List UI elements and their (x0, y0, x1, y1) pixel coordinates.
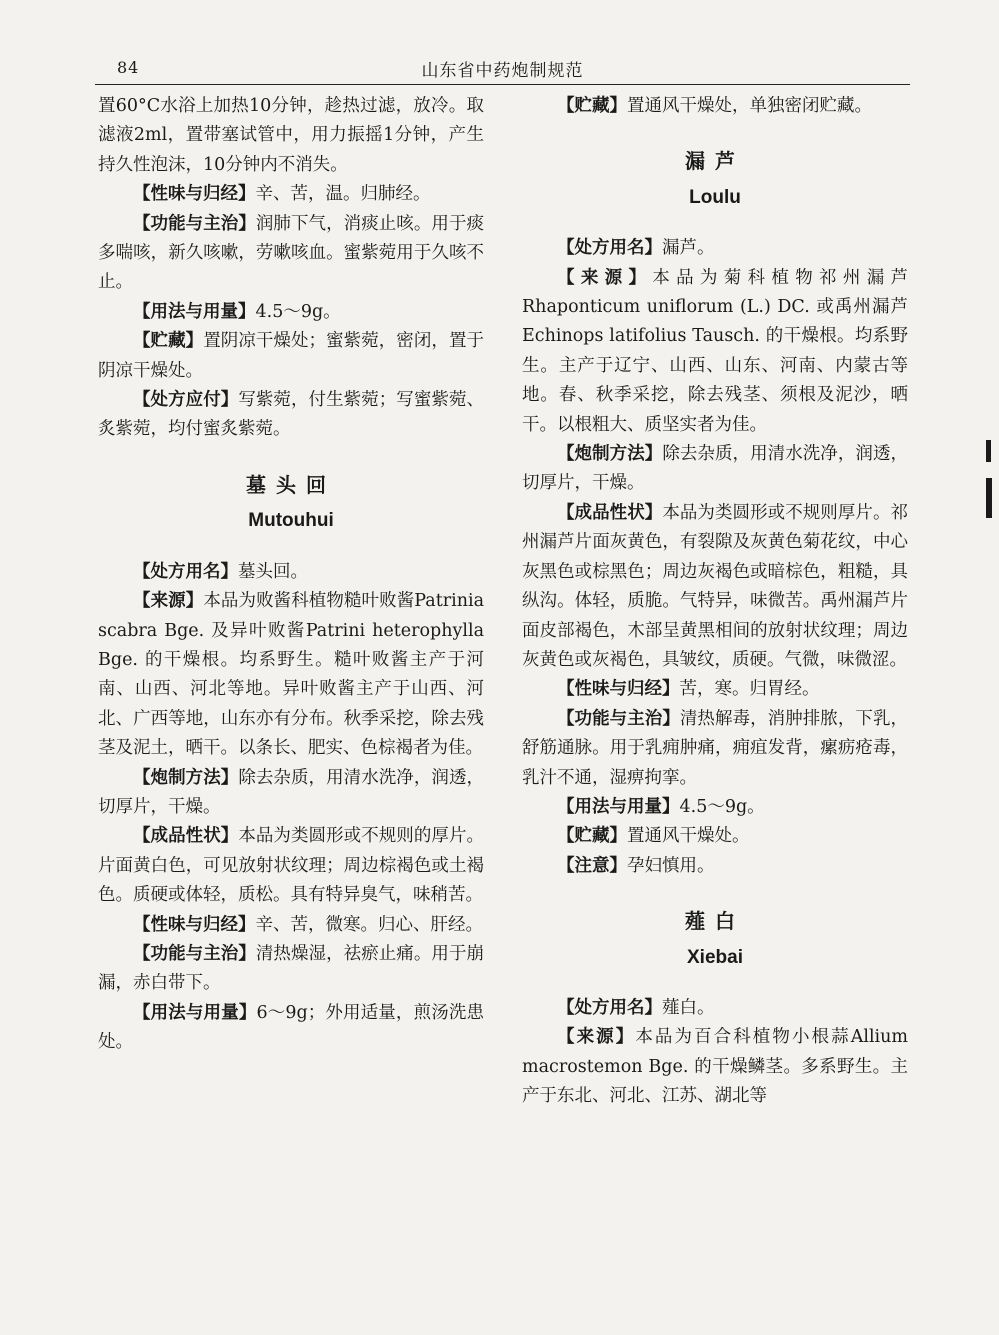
section-text: 置通风干燥处。 (627, 826, 750, 847)
loulu-caution (522, 852, 908, 881)
ziwan-dosage (98, 298, 484, 327)
section-text: 4.5～9g。 (255, 301, 341, 322)
section-text: 除去杂质，用清水洗净，润透，切厚片，干燥。 (98, 767, 485, 817)
previous-entry-storage (522, 92, 908, 121)
section-tag: 【功能与主治】 (133, 213, 256, 234)
entry-title-loulu: 漏芦 (685, 149, 745, 174)
scan-artifact (986, 440, 991, 462)
section-text: 清热燥湿，祛瘀止痛。用于崩漏，赤白带下。 (98, 943, 485, 994)
section-text: 本品为类圆形或不规则厚片。祁州漏芦片面灰黄色，有裂隙及灰黄色菊花纹，中心灰黑色或棕黑色；周边灰褐色或暗棕色，粗糙，具纵沟。体轻，质脆。气特异，味微苦。禹州漏芦片面皮部褐色，木部呈黄黑相间的放射状纹理；周边灰黄色或灰褐色，具皱纹，质硬。气微，味微涩。 (522, 502, 909, 670)
xiebai-prescription-name (522, 994, 908, 1023)
loulu-dosage (522, 793, 908, 822)
mutouhui-dosage (98, 999, 484, 1058)
section-text: 置通风干燥处，单独密闭贮藏。 (627, 96, 872, 116)
entry-pinyin-xiebai: Xiebai (687, 946, 743, 968)
section-text: 本品为百合科植物小根蒜Allium macrostemon Bge. 的干燥鳞茎。多系野生。主产于东北、河北、江苏、湖北等 (522, 1027, 909, 1107)
page-header (95, 50, 910, 85)
section-text: 置阴凉干燥处；蜜紫菀，密闭，置于阴凉干燥处。 (98, 331, 485, 381)
section-tag: 【处方用名】 (557, 238, 662, 259)
section-tag: 【用法与用量】 (557, 796, 680, 817)
section-tag: 【成品性状】 (557, 502, 663, 523)
loulu-prescription-name (522, 234, 908, 263)
mutouhui-characteristics (98, 822, 484, 910)
section-text: 薤白。 (662, 997, 715, 1018)
section-text: 本品为菊科植物祁州漏芦Rhaponticum uniflorum (L.) DC. 或禹州漏芦Echinops latifolius Tausch. 的干燥根。均系野生。主产于辽宁、山西、山东、河南、内蒙古等地。春、秋季采挖，除去残茎、须根及泥沙，晒干。以根粗大、质坚实者为佳。 (522, 267, 909, 435)
ziwan-property-channel (98, 180, 484, 209)
section-tag: 【来源】 (557, 1027, 636, 1048)
section-tag: 【处方用名】 (557, 997, 662, 1018)
section-tag: 【贮藏】 (557, 826, 627, 847)
mutouhui-prescription-name (98, 558, 484, 587)
mutouhui-source (98, 587, 484, 763)
entry-pinyin-loulu: Loulu (689, 186, 741, 208)
loulu-characteristics (522, 499, 908, 675)
running-title: 山东省中药炮制规范 (421, 61, 584, 81)
section-text: 本品为败酱科植物糙叶败酱Patrinia scabra Bge. 及异叶败酱Patrini heterophylla Bge. 的干燥根。均系野生。糙叶败酱主产于河南、山西、河北等地。异叶败酱主产于山西、河北、广西等地，山东亦有分布。秋季采挖，除去残茎及泥土，晒干。以条长、肥实、色棕褐者为佳。 (98, 591, 485, 759)
left-column (98, 92, 484, 1058)
mutouhui-property-channel (98, 911, 484, 940)
section-tag: 【用法与用量】 (133, 1002, 257, 1023)
section-tag: 【功能与主治】 (133, 943, 256, 964)
section-text: 墓头回。 (238, 561, 308, 582)
section-tag: 【处方应付】 (133, 390, 239, 411)
section-text: 润肺下气，消痰止咳。用于痰多喘咳，新久咳嗽，劳嗽咳血。蜜紫菀用于久咳不止。 (98, 213, 485, 293)
section-text: 漏芦。 (662, 238, 715, 259)
loulu-processing (522, 440, 908, 499)
loulu-storage (522, 822, 908, 851)
entry-title-mutouhui: 墓头回 (246, 472, 336, 497)
xiebai-source (522, 1023, 908, 1111)
section-text: 除去杂质，用清水洗净，润透，切厚片，干燥。 (522, 444, 909, 494)
ziwan-function (98, 210, 484, 298)
mutouhui-processing (98, 764, 484, 823)
page-number: 84 (117, 58, 140, 77)
section-tag: 【注意】 (557, 855, 627, 876)
section-tag: 【性味与归经】 (133, 184, 256, 205)
section-text: 苦，寒。归胃经。 (679, 679, 820, 700)
right-column (522, 92, 908, 1112)
section-text: 辛、苦，微寒。归心、肝经。 (255, 914, 483, 935)
section-text: 清热解毒，消肿排脓，下乳，舒筋通脉。用于乳痈肿痛，痈疽发背，瘰疬疮毒，乳汁不通，湿痹拘挛。 (522, 708, 909, 788)
entry-pinyin-mutouhui: Mutouhui (248, 510, 334, 532)
scan-artifact (986, 478, 992, 518)
section-tag: 【贮藏】 (133, 331, 204, 352)
section-tag: 【贮藏】 (557, 96, 627, 116)
section-tag: 【功能与主治】 (557, 708, 680, 729)
section-tag: 【炮制方法】 (557, 444, 663, 465)
section-tag: 【来源】 (133, 591, 204, 612)
section-tag: 【性味与归经】 (133, 914, 256, 935)
section-tag: 【炮制方法】 (133, 767, 239, 788)
section-text: 本品为类圆形或不规则的厚片。片面黄白色，可见放射状纹理；周边棕褐色或土褐色。质硬或体轻，质松。具有特异臭气，味稍苦。 (98, 826, 485, 906)
entry-title-xiebai: 薤白 (685, 909, 745, 934)
previous-entry-continuation: 置60°C水浴上加热10分钟，趁热过滤，放冷。取滤液2ml，置带塞试管中，用力振摇1分钟，产生持久性泡沫，10分钟内不消失。 (98, 96, 484, 175)
ziwan-dispensing (98, 386, 484, 445)
section-text: 写紫菀，付生紫菀；写蜜紫菀、炙紫菀，均付蜜炙紫菀。 (98, 390, 485, 440)
loulu-source (522, 264, 908, 440)
mutouhui-function (98, 940, 484, 999)
ziwan-storage (98, 327, 484, 386)
section-text: 辛、苦，温。归肺经。 (255, 184, 431, 205)
section-tag: 【来源】 (557, 267, 653, 288)
section-tag: 【性味与归经】 (557, 679, 680, 700)
loulu-property-channel (522, 675, 908, 704)
loulu-function (522, 705, 908, 793)
section-text: 4.5～9g。 (679, 796, 765, 817)
section-text: 孕妇慎用。 (627, 855, 715, 876)
section-tag: 【用法与用量】 (133, 301, 256, 322)
section-tag: 【处方用名】 (133, 561, 238, 582)
section-tag: 【成品性状】 (133, 826, 239, 847)
section-text: 6～9g；外用适量，煎汤洗患处。 (98, 1002, 484, 1053)
